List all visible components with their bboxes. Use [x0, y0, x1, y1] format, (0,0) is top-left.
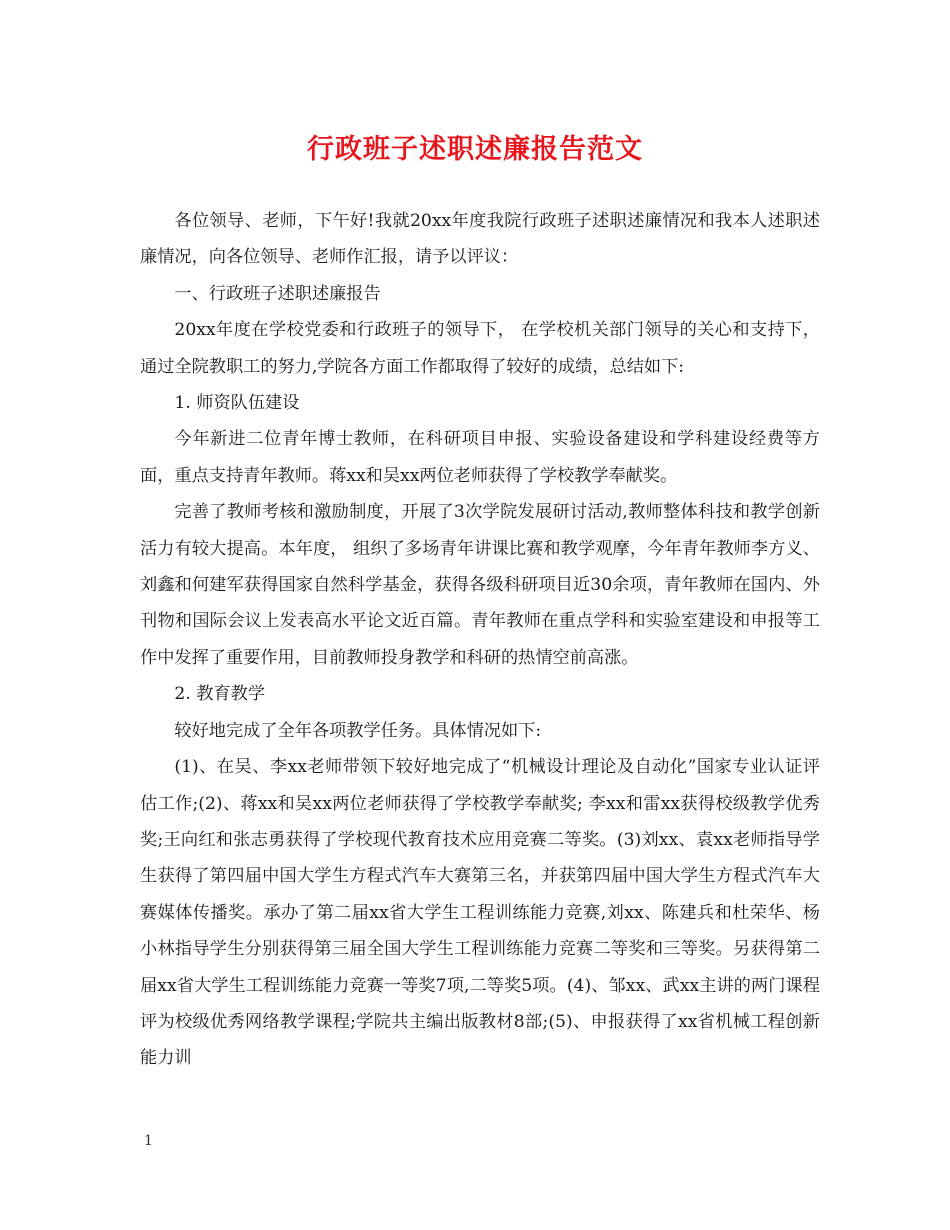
section-heading-admin-report: 一、行政班子述职述廉报告	[174, 283, 381, 304]
page-number: 1	[144, 1133, 153, 1149]
paragraph-faculty-support: 今年新进二位青年博士教师，在科研项目申报、实验设备建设和学科建设经费等方面，重点支持青年教师。蒋xx和吴xx两位老师获得了学校教学奉献奖。	[140, 429, 820, 486]
paragraph-greeting: 各位领导、老师，下午好!我就20xx年度我院行政班子述职述廉情况和我本人述职述廉情况，向各位领导、老师作汇报，请予以评议：	[140, 211, 820, 268]
document-body	[140, 203, 820, 1077]
subsection-heading-education: 2. 教育教学	[174, 684, 266, 705]
subsection-heading-faculty: 1. 师资队伍建设	[174, 393, 300, 414]
paragraph-faculty-incentives: 完善了教师考核和激励制度，开展了3次学院发展研讨活动,教师整体科技和教学创新活力有较大提高。本年度， 组织了多场青年讲课比赛和教学观摩，今年青年教师李方义、刘鑫和何建军获得国家自然科学基金，获得各级科研项目近30余项，青年教师在国内、外刊物和国际会议上发表高水平论文近百篇。青年教师在重点学科和实验室建设和申报等工作中发挥了重要作用，目前教师投身教学和科研的热情空前高涨。	[140, 502, 820, 668]
document-title: 行政班子述职述廉报告范文	[307, 134, 643, 165]
paragraph-summary: 20xx年度在学校党委和行政班子的领导下， 在学校机关部门领导的关心和支持下，通过全院教职工的努力,学院各方面工作都取得了较好的成绩，总结如下:	[140, 320, 820, 377]
paragraph-teaching-tasks: 较好地完成了全年各项教学任务。具体情况如下:	[174, 720, 542, 741]
paragraph-teaching-details: (1)、在吴、李xx老师带领下较好地完成了“机械设计理论及自动化”国家专业认证评估工作;(2)、蒋xx和吴xx两位老师获得了学校教学奉献奖; 李xx和雷xx获得校级教学优秀奖;王向红和张志勇获得了学校现代教育技术应用竞赛二等奖。(3)刘xx、袁xx老师指导学生获得了第四届中国大学生方程式汽车大赛第三名，并获第四届中国大学生方程式汽车大赛媒体传播奖。承办了第二届xx省大学生工程训练能力竞赛,刘xx、陈建兵和杜荣华、杨小林指导学生分别获得第三届全国大学生工程训练能力竞赛二等奖和三等奖。另获得第二届xx省大学生工程训练能力竞赛一等奖7项,二等奖5项。(4)、邹xx、武xx主讲的两门课程评为校级优秀网络教学课程;学院共主编出版教材8部;(5)、申报获得了xx省机械工程创新能力训	[140, 757, 820, 1069]
